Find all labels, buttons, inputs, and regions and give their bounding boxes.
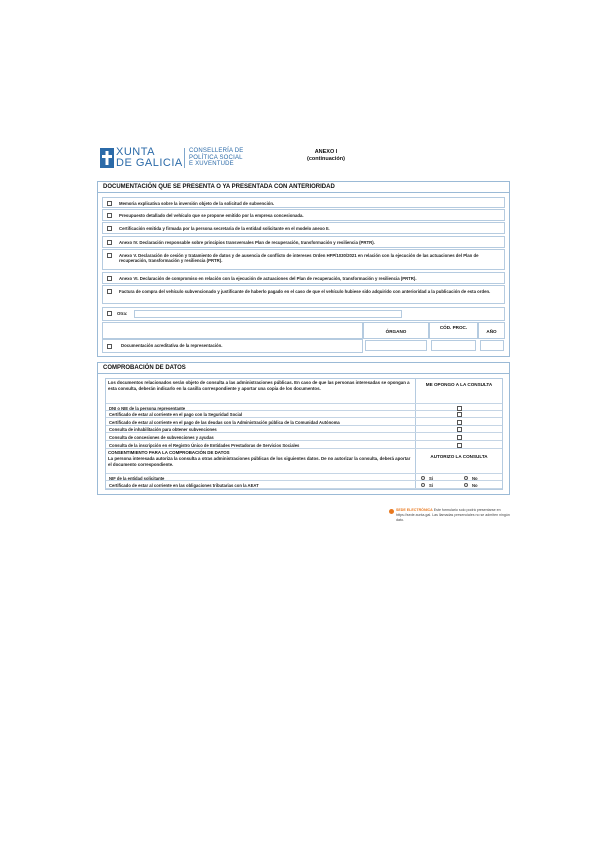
col-cod-proc-header: CÓD. PROC. [429,322,478,339]
consent-item-label: Certificado de estar al corriente en las obligaciones tributarias con la AEAT [109,482,259,488]
oppose-item-label: Consulta de inhabilitación para obtener subvenciones [109,427,217,433]
col-ano-header: AÑO [478,322,505,339]
oppose-checkbox[interactable] [457,412,462,417]
logo-divider [184,148,185,168]
dept-line-2: POLÍTICA SOCIAL [189,154,243,161]
documentation-title: DOCUMENTACIÓN QUE SE PRESENTA O YA PRESENTADA CON ANTERIORIDAD [97,181,510,193]
data-check-title: COMPROBACIÓN DE DATOS [97,362,510,374]
consent-title: CONSENTIMIENTO PARA LA COMPROBACIÓN DE DATOS [108,450,230,455]
doc-item-label: Anexo V. Declaración de cesión y tratamiento de datos y de ausencia de conflicto de intereses Orden HFP/1030/2021 en relación con la ejecución de las actuaciones del Plan de recuperación, transformación y resiliencia (PRTR). [119,252,479,263]
yes-radio[interactable] [421,483,425,487]
no-radio[interactable] [464,483,468,487]
oppose-item-label: Certificado de estar al corriente en el pago de las deudas con la Administración pública de la Comunidad Autónoma [109,419,340,425]
logo-wordmark [116,147,183,169]
oppose-item-label: Consulta de concesiones de subvenciones y ayudas [109,434,214,440]
yes-radio[interactable] [421,476,425,480]
annex-title: ANEXO I [314,149,338,155]
doc-item-row [102,197,505,208]
consent-row [106,481,502,489]
doc-item-row [102,222,505,234]
other-doc-label: Otra: [117,311,128,316]
sede-electronica-icon [389,509,394,514]
doc-item-checkbox[interactable] [107,201,112,206]
xunta-logo-icon [100,148,114,168]
yes-label: Sí [429,482,433,488]
doc-item-row [102,209,505,221]
oppose-row [106,441,502,449]
yes-label: Sí [429,475,433,481]
representation-checkbox[interactable] [107,344,112,349]
oppose-row [106,411,502,419]
ano-input[interactable] [480,340,504,351]
doc-item-checkbox[interactable] [107,289,112,294]
annex-subtitle: (continuación) [307,156,345,162]
organo-input[interactable] [365,340,427,351]
col-organo-header: ÓRGANO [363,322,429,339]
no-radio[interactable] [464,476,468,480]
oppose-row [106,426,502,434]
footer-brand: SEDE ELECTRÓNICA [396,508,433,512]
annex-heading [296,149,356,163]
data-check-intro: Los documentos relacionados serán objeto de consulta a las administraciones públicas. En caso de que las personas interesadas se opongan a esta consulta, deberán indicarlo en la casilla correspondiente y aportar una copia de los documentos. [108,380,410,391]
doc-item-checkbox[interactable] [107,213,112,218]
logo-line-2: DE GALICIA [116,157,183,169]
other-doc-row [102,307,505,321]
oppose-checkbox[interactable] [457,435,462,440]
doc-item-checkbox[interactable] [107,253,112,258]
other-doc-checkbox[interactable] [107,311,112,316]
oppose-row [106,418,502,426]
oppose-row [106,403,502,411]
consent-row [106,473,502,481]
cod-proc-input[interactable] [431,340,476,351]
doc-item-checkbox[interactable] [107,240,112,245]
doc-item-label: Certificación emitida y firmada por la persona secretaria de la entidad solicitante en el modelo anexo II. [119,225,330,231]
logo-line-1: XUNTA [116,146,155,158]
consent-intro: La persona interesada autoriza la consulta a otras administraciones públicas de los siguientes datos. De no autorizar la consulta, deberá aportar el documento correspondiente. [108,456,411,467]
oppose-row [106,433,502,441]
doc-item-label: Anexo IV. Declaración responsable sobre principios transversales Plan de recuperación, transformación y resiliencia (PRTR). [119,239,375,245]
oppose-checkbox[interactable] [457,420,462,425]
doc-item-row [102,272,505,284]
doc-item-row [102,249,505,270]
oppose-checkbox[interactable] [457,443,462,448]
doc-item-checkbox[interactable] [107,226,112,231]
oppose-item-label: Certificado de estar al corriente en el pago con la Seguridad Social [109,412,243,418]
representation-row [102,339,363,353]
dept-line-1: CONSELLERÍA DE [189,148,244,154]
no-label: No [472,475,478,481]
oppose-item-label: Consulta de la inscripción en el Registro Único de Entidades Prestadoras de Servicios Sociales [109,442,300,448]
doc-item-label: Presupuesto detallado del vehículo que se propone emitido por la empresa concesionada. [119,212,304,218]
no-label: No [472,482,478,488]
department-name [189,148,244,168]
footer-text: Este formulario solo podrá presentarse en https://sede.xunta.gal. Las llamadas presenciales no se admiten ningún dato. [396,508,510,522]
consent-item-label: NIF de la entidad solicitante [109,475,165,481]
oppose-checkbox[interactable] [457,427,462,432]
doc-item-checkbox[interactable] [107,276,112,281]
doc-item-label: Memoria explicativa sobre la inversión objeto de la solicitud de subvención. [119,200,275,206]
doc-item-label: Anexo VI. Declaración de compromiso en relación con la ejecución de actuaciones del Plan de recuperación, transformación y resiliencia (PRTR). [119,275,417,281]
doc-item-row [102,236,505,248]
doc-item-row [102,285,505,304]
other-doc-input[interactable] [134,310,402,318]
oppose-item-label: DNI o NIE de la persona representante [109,405,186,411]
doc-item-label: Factura de compra del vehículo subvencionado y justificante de haberlo pagado en el caso de que el vehículo hubiese sido adquirido con anterioridad a la publicación de esta orden. [119,288,491,294]
dept-line-3: E XUVENTUDE [189,161,234,167]
representation-left-cell [102,322,363,339]
footer-note [396,508,512,523]
oppose-header: ME OPONGO A LA CONSULTA [425,382,493,387]
representation-label: Documentación acreditativa de la representación. [121,343,223,348]
authorize-header: AUTORIZO LA CONSULTA [430,454,488,459]
